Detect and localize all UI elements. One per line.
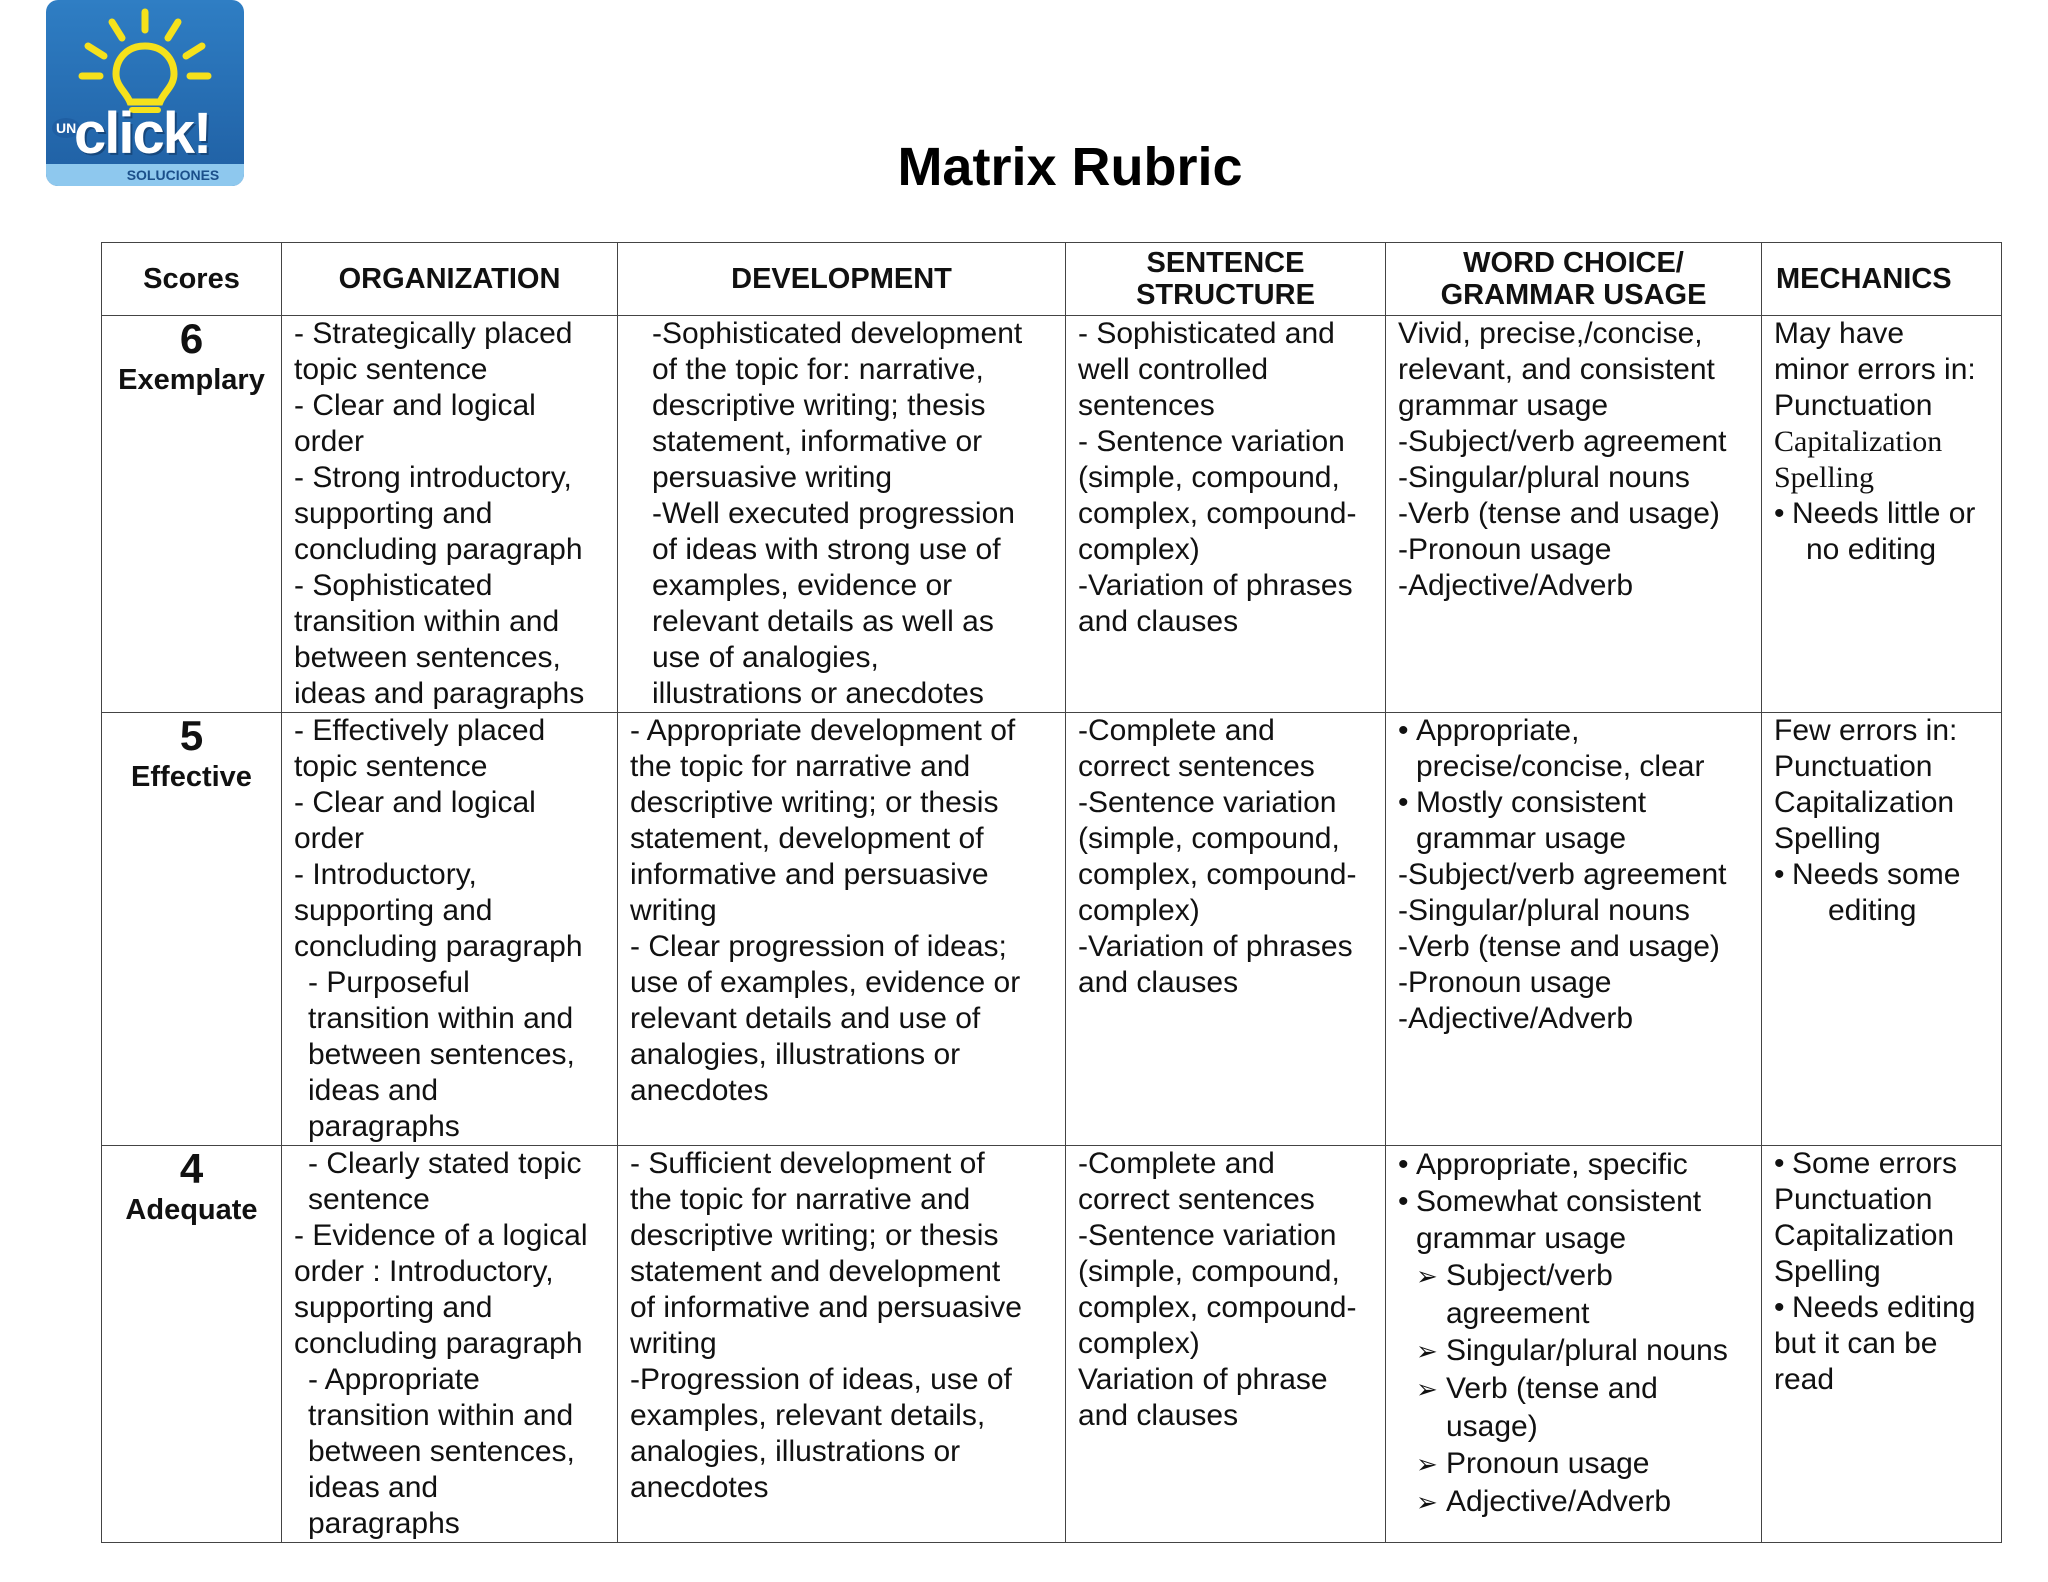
cell-line: -Subject/verb agreement	[1398, 425, 1727, 458]
cell-line: - Effectively placed	[294, 714, 546, 747]
cell-line: Capitalization	[1774, 786, 1955, 819]
cell-line: ➢ Verb (tense and	[1398, 1370, 1749, 1408]
cell-line: minor errors in:	[1774, 353, 1976, 386]
cell-line: Variation of phrase	[1078, 1363, 1328, 1396]
cell-line: -Pronoun usage	[1398, 966, 1612, 999]
cell-line: -Adjective/Adverb	[1398, 1002, 1634, 1035]
cell-line: usage)	[1446, 1410, 1538, 1443]
cell-line: statement, development of	[630, 822, 984, 855]
cell-line: - Appropriate development of	[630, 714, 1016, 747]
cell-line: • Appropriate,	[1398, 713, 1749, 749]
cell-line: relevant details and use of	[630, 1002, 981, 1035]
cell-line: Punctuation	[1774, 389, 1933, 422]
header-word-choice	[1386, 243, 1762, 316]
development-cell	[618, 316, 1066, 713]
cell-line: complex)	[1078, 533, 1200, 566]
cell-line: grammar usage	[1398, 389, 1609, 422]
cell-line: and clauses	[1078, 966, 1239, 999]
score-level: Exemplary	[118, 364, 265, 396]
cell-line: use of examples, evidence or	[630, 966, 1021, 999]
table-row	[102, 713, 2002, 1146]
cell-line: ➢ Pronoun usage	[1398, 1445, 1749, 1483]
score-number: 6	[179, 315, 204, 362]
cell-line: Vivid, precise,/concise,	[1398, 317, 1703, 350]
cell-line: anecdotes	[630, 1471, 769, 1504]
cell-line: writing	[630, 894, 717, 927]
cell-line: sentences	[1078, 389, 1215, 422]
cell-line: - Clearly stated topic	[308, 1147, 582, 1180]
cell-line: of ideas with strong use of	[652, 533, 1001, 566]
cell-line: -Complete and	[1078, 1147, 1275, 1180]
cell-line: persuasive writing	[652, 461, 893, 494]
cell-line: transition within and	[308, 1002, 574, 1035]
header-sentence-structure	[1066, 243, 1386, 316]
cell-line: -Adjective/Adverb	[1398, 569, 1634, 602]
cell-line: - Sufficient development of	[630, 1147, 985, 1180]
mechanics-cell	[1762, 316, 2002, 713]
cell-line: • Needs little or	[1774, 496, 1989, 532]
cell-line: ➢ Subject/verb	[1398, 1257, 1749, 1295]
header-word-choice-label: WORD CHOICE/ GRAMMAR USAGE	[1440, 247, 1707, 311]
cell-line: ideas and paragraphs	[294, 677, 585, 710]
cell-line: well controlled	[1078, 353, 1269, 386]
cell-line: -Variation of phrases	[1078, 930, 1353, 963]
score-cell	[102, 316, 282, 713]
cell-line: no editing	[1806, 533, 1937, 566]
cell-line: read	[1774, 1363, 1835, 1396]
cell-line: - Introductory,	[294, 858, 477, 891]
cell-line: • Some errors	[1774, 1146, 1989, 1182]
word-choice-cell	[1386, 713, 1762, 1146]
cell-line: correct sentences	[1078, 750, 1315, 783]
cell-line: - Sentence variation	[1078, 425, 1345, 458]
cell-line: Spelling	[1774, 1255, 1881, 1288]
cell-line: order	[294, 425, 365, 458]
cell-line: -Complete and	[1078, 714, 1275, 747]
cell-line: • Somewhat consistent	[1398, 1183, 1749, 1220]
cell-line: -Sentence variation	[1078, 1219, 1337, 1252]
cell-line: and clauses	[1078, 605, 1239, 638]
logo-subtitle: SOLUCIONES	[126, 167, 220, 183]
development-cell	[618, 713, 1066, 1146]
cell-line: relevant details as well as	[652, 605, 994, 638]
header-row	[102, 243, 2002, 316]
mechanics-cell	[1762, 713, 2002, 1146]
cell-line: (simple, compound,	[1078, 1255, 1340, 1288]
cell-line: between sentences,	[294, 641, 561, 674]
cell-line: - Strong introductory,	[294, 461, 572, 494]
cell-line: use of analogies,	[652, 641, 879, 674]
cell-line: between sentences,	[308, 1435, 575, 1468]
cell-line: examples, relevant details,	[630, 1399, 986, 1432]
table-row	[102, 316, 2002, 713]
header-scores: Scores	[102, 243, 282, 316]
cell-line: analogies, illustrations or	[630, 1435, 961, 1468]
cell-line: precise/concise, clear	[1416, 750, 1705, 783]
cell-line: -Verb (tense and usage)	[1398, 930, 1720, 963]
sentence-structure-cell	[1066, 713, 1386, 1146]
score-cell	[102, 1146, 282, 1543]
cell-line: (simple, compound,	[1078, 822, 1340, 855]
cell-line: -Well executed progression	[652, 497, 1015, 530]
organization-cell	[282, 713, 618, 1146]
cell-line: supporting and	[294, 497, 493, 530]
cell-line: - Clear and logical	[294, 786, 536, 819]
cell-line: - Strategically placed	[294, 317, 573, 350]
cell-line: supporting and	[294, 894, 493, 927]
cell-line: -Singular/plural nouns	[1398, 894, 1690, 927]
cell-line: descriptive writing; or thesis	[630, 786, 999, 819]
cell-line: - Clear progression of ideas;	[630, 930, 1007, 963]
cell-line: order	[294, 822, 365, 855]
cell-line: -Subject/verb agreement	[1398, 858, 1727, 891]
cell-line: -Sophisticated development	[652, 317, 1023, 350]
cell-line: order : Introductory,	[294, 1255, 554, 1288]
cell-line: writing	[630, 1327, 717, 1360]
cell-line: - Evidence of a logical	[294, 1219, 588, 1252]
cell-line: Capitalization	[1774, 425, 1943, 458]
cell-line: agreement	[1446, 1297, 1590, 1330]
cell-line: • Needs editing	[1774, 1290, 1989, 1326]
cell-line: Few errors in:	[1774, 714, 1958, 747]
page-title: Matrix Rubric	[897, 137, 1243, 197]
score-cell	[102, 713, 282, 1146]
development-cell	[618, 1146, 1066, 1543]
cell-line: (simple, compound,	[1078, 461, 1340, 494]
cell-line: correct sentences	[1078, 1183, 1315, 1216]
cell-line: statement, informative or	[652, 425, 983, 458]
cell-line: -Progression of ideas, use of	[630, 1363, 1012, 1396]
cell-line: topic sentence	[294, 353, 488, 386]
cell-line: illustrations or anecdotes	[652, 677, 984, 710]
cell-line: - Sophisticated and	[1078, 317, 1335, 350]
cell-line: complex)	[1078, 894, 1200, 927]
logo-prefix: UN	[52, 118, 80, 138]
cell-line: • Needs some	[1774, 857, 1989, 893]
cell-line: analogies, illustrations or	[630, 1038, 961, 1071]
header-development: DEVELOPMENT	[618, 243, 1066, 316]
cell-line: • Appropriate, specific	[1398, 1146, 1749, 1183]
cell-line: concluding paragraph	[294, 1327, 583, 1360]
logo-word: click!	[74, 101, 211, 166]
cell-line: Spelling	[1774, 461, 1875, 494]
cell-line: -Verb (tense and usage)	[1398, 497, 1720, 530]
cell-line: statement and development	[630, 1255, 1001, 1288]
cell-line: paragraphs	[308, 1507, 460, 1540]
cell-line: between sentences,	[308, 1038, 575, 1071]
cell-line: of informative and persuasive	[630, 1291, 1022, 1324]
sentence-structure-cell	[1066, 316, 1386, 713]
header-sentence-structure-label: SENTENCE STRUCTURE	[1136, 247, 1315, 311]
score-level: Effective	[131, 761, 252, 793]
cell-line: ideas and	[308, 1074, 439, 1107]
cell-line: concluding paragraph	[294, 533, 583, 566]
cell-line: grammar usage	[1416, 822, 1627, 855]
cell-line: complex, compound-	[1078, 497, 1357, 530]
cell-line: anecdotes	[630, 1074, 769, 1107]
rubric-table	[101, 242, 2002, 1543]
word-choice-cell	[1386, 316, 1762, 713]
cell-line: sentence	[308, 1183, 430, 1216]
header-mechanics: MECHANICS	[1762, 243, 2002, 316]
sentence-structure-cell	[1066, 1146, 1386, 1543]
cell-line: relevant, and consistent	[1398, 353, 1715, 386]
cell-line: the topic for narrative and	[630, 1183, 971, 1216]
cell-line: topic sentence	[294, 750, 488, 783]
cell-line: and clauses	[1078, 1399, 1239, 1432]
cell-line: -Sentence variation	[1078, 786, 1337, 819]
cell-line: transition within and	[294, 605, 560, 638]
cell-line: descriptive writing; or thesis	[630, 1219, 999, 1252]
cell-line: May have	[1774, 317, 1905, 350]
cell-line: Punctuation	[1774, 1183, 1933, 1216]
cell-line: transition within and	[308, 1399, 574, 1432]
cell-line: Punctuation	[1774, 750, 1933, 783]
cell-line: concluding paragraph	[294, 930, 583, 963]
cell-line: editing	[1828, 894, 1917, 927]
cell-line: grammar usage	[1416, 1222, 1627, 1255]
cell-line: Capitalization	[1774, 1219, 1955, 1252]
cell-line: examples, evidence or	[652, 569, 953, 602]
organization-cell	[282, 1146, 618, 1543]
organization-cell	[282, 316, 618, 713]
cell-line: - Clear and logical	[294, 389, 536, 422]
cell-line: informative and persuasive	[630, 858, 989, 891]
cell-line: ideas and	[308, 1471, 439, 1504]
table-row	[102, 1146, 2002, 1543]
cell-line: of the topic for: narrative,	[652, 353, 984, 386]
word-choice-cell	[1386, 1146, 1762, 1543]
cell-line: ➢ Singular/plural nouns	[1398, 1332, 1749, 1370]
cell-line: - Appropriate	[308, 1363, 480, 1396]
cell-line: - Purposeful	[308, 966, 470, 999]
cell-line: paragraphs	[308, 1110, 460, 1143]
cell-line: descriptive writing; thesis	[652, 389, 986, 422]
cell-line: ➢ Adjective/Adverb	[1398, 1483, 1749, 1521]
header-organization: ORGANIZATION	[282, 243, 618, 316]
cell-line: but it can be	[1774, 1327, 1938, 1360]
cell-line: the topic for narrative and	[630, 750, 971, 783]
cell-line: complex, compound-	[1078, 1291, 1357, 1324]
cell-line: - Sophisticated	[294, 569, 493, 602]
cell-line: complex)	[1078, 1327, 1200, 1360]
mechanics-cell	[1762, 1146, 2002, 1543]
cell-line: complex, compound-	[1078, 858, 1357, 891]
score-level: Adequate	[125, 1194, 258, 1226]
cell-line: -Variation of phrases	[1078, 569, 1353, 602]
cell-line: -Pronoun usage	[1398, 533, 1612, 566]
score-number: 5	[179, 712, 204, 759]
score-number: 4	[179, 1145, 204, 1192]
cell-line: • Mostly consistent	[1398, 785, 1749, 821]
cell-line: -Singular/plural nouns	[1398, 461, 1690, 494]
cell-line: supporting and	[294, 1291, 493, 1324]
cell-line: Spelling	[1774, 822, 1881, 855]
